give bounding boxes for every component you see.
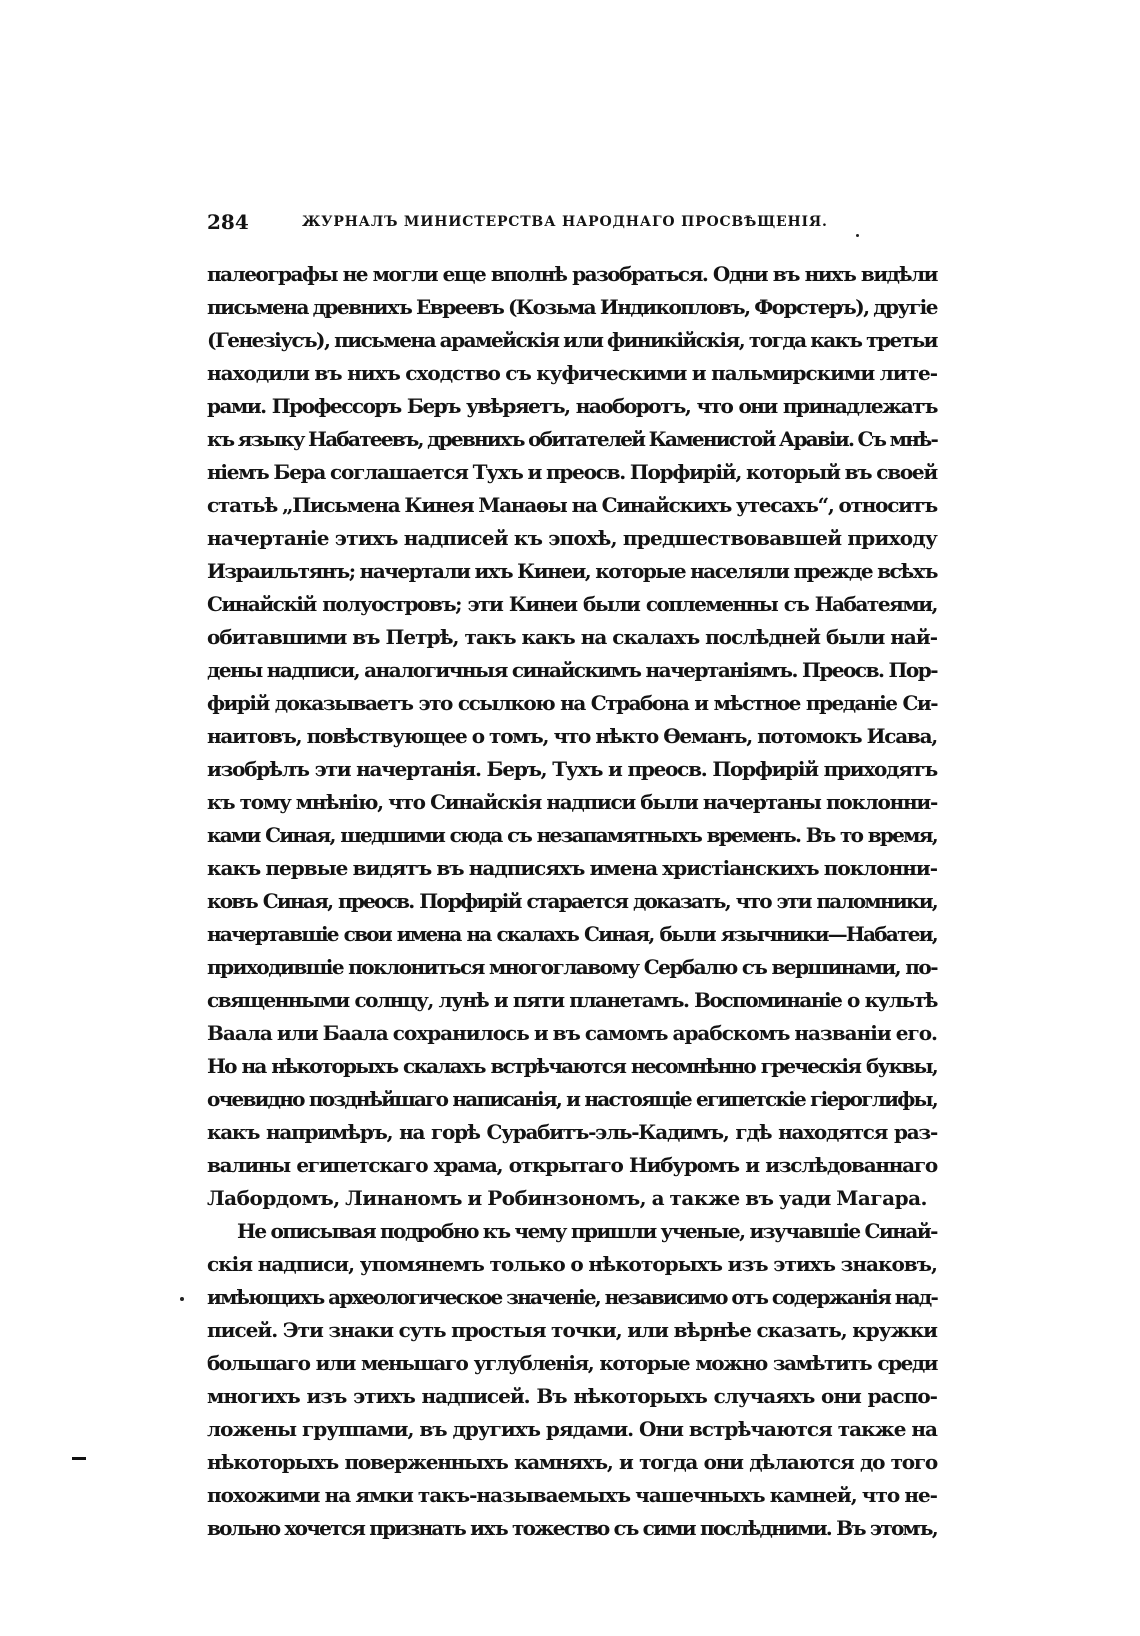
text-line: (Генезіусъ), письмена арамейскія или финикійскія, тогда какъ третьи [207, 328, 937, 352]
text-line: ками Синая, шедшими сюда съ незапамятныхъ временъ. Въ то время, [207, 823, 937, 847]
text-line: фирій доказываетъ это ссылкою на Страбона и мѣстное преданіе Си- [207, 691, 937, 715]
body-text [207, 258, 937, 1545]
text-line: валины египетскаго храма, открытаго Нибуромъ и изслѣдованнаго [207, 1153, 937, 1177]
text-line: священными солнцу, лунѣ и пяти планетамъ. Воспоминаніе о культѣ [207, 988, 937, 1012]
text-line: палеографы не могли еще вполнѣ разобраться. Одни въ нихъ видѣли [207, 262, 937, 286]
paragraph-end-line: Лабордомъ, Линаномъ и Робинзономъ, а также въ уади Магара. [207, 1186, 928, 1210]
text-line: Ваала или Баала сохранилось и въ самомъ арабскомъ названіи его. [207, 1021, 937, 1045]
text-line: находили въ нихъ сходство съ куфическими и пальмирскими литe- [207, 361, 937, 385]
page-number: 284 [207, 210, 249, 234]
text-line: имѣющихъ археологическое значеніе, независимо отъ содержанія над- [207, 1285, 937, 1309]
text-line: къ тому мнѣнію, что Синайскія надписи были начертаны поклонни- [207, 790, 937, 814]
text-line: рами. Профессоръ Беръ увѣряетъ, наоборотъ, что они принадлежатъ [207, 394, 937, 418]
text-line: Синайскій полуостровъ; эти Кинеи были соплеменны съ Набатеями, [207, 592, 937, 616]
text-line: какъ первые видятъ въ надписяхъ имена христіанскихъ поклонни- [207, 856, 937, 880]
paragraph-start-line: Не описывая подробно къ чему пришли ученые, изучавшіе Синай- [237, 1219, 937, 1243]
text-line: похожими на ямки такъ-называемыхъ чашечныхъ камней, что не- [207, 1483, 937, 1507]
text-line: письмена древнихъ Евреевъ (Козьма Индикопловъ, Форстеръ), другіе [207, 295, 937, 319]
text-line: начертавшіе свои имена на скалахъ Синая, были язычники—Набатеи, [207, 922, 937, 946]
text-line: изобрѣлъ эти начертанія. Беръ, Тухъ и преосв. Порфирій приходятъ [207, 757, 937, 781]
text-line: ніемъ Бера соглашается Тухъ и преосв. Порфирій, который въ своей [207, 460, 937, 484]
text-line: многихъ изъ этихъ надписей. Въ нѣкоторыхъ случаяхъ они распо- [207, 1384, 937, 1408]
page-header [207, 210, 937, 238]
text-line: большаго или меньшаго углубленія, которые можно замѣтить среди [207, 1351, 937, 1375]
text-line: ложены группами, въ другихъ рядами. Они встрѣчаются также на [207, 1417, 937, 1441]
running-title: ЖУРНАЛЪ МИНИСТЕРСТВА НАРОДНАГО ПРОСВѢЩЕНІЯ. [302, 214, 828, 230]
text-line: вольно хочется признать ихъ тожество съ сими послѣдними. Въ этомъ, [207, 1516, 937, 1540]
text-line: Но на нѣкоторыхъ скалахъ встрѣчаются несомнѣнно греческія буквы, [207, 1054, 937, 1078]
text-line: статьѣ „Письмена Кинея Манаѳы на Синайскихъ утесахъ“, относитъ [207, 493, 937, 517]
text-line: писей. Эти знаки суть простыя точки, или вѣрнѣе сказать, кружки [207, 1318, 937, 1342]
text-line: къ языку Набатеевъ, древнихъ обитателей Каменистой Аравіи. Съ мнѣ- [207, 427, 937, 451]
print-speck [856, 234, 859, 237]
text-line: приходившіе поклониться многоглавому Сербалю съ вершинами, по- [207, 955, 937, 979]
text-line: наитовъ, повѣствующее о томъ, что нѣкто Ѳеманъ, потомокъ Исава, [207, 724, 937, 748]
text-line: обитавшими въ Петрѣ, такъ какъ на скалахъ послѣдней были най- [207, 625, 937, 649]
margin-dot [180, 1297, 184, 1301]
text-line: начертаніе этихъ надписей къ эпохѣ, предшествовавшей приходу [207, 526, 937, 550]
text-line: очевидно позднѣйшаго написанія, и настоящіе египетскіе гіероглифы, [207, 1087, 937, 1111]
text-line: какъ напримѣръ, на горѣ Сурабитъ-эль-Кадимъ, гдѣ находятся раз- [207, 1120, 937, 1144]
text-line: скія надписи, упомянемъ только о нѣкоторыхъ изъ этихъ знаковъ, [207, 1252, 937, 1276]
text-line: дены надписи, аналогичныя синайскимъ начертаніямъ. Преосв. Пор- [207, 658, 937, 682]
text-line: ковъ Синая, преосв. Порфирій старается доказать, что эти паломники, [207, 889, 937, 913]
text-line: нѣкоторыхъ поверженныхъ камняхъ, и тогда они дѣлаются до того [207, 1450, 937, 1474]
scan-edge-mark [72, 1457, 86, 1460]
text-line: Израильтянъ; начертали ихъ Кинеи, которые населяли прежде всѣхъ [207, 559, 937, 583]
